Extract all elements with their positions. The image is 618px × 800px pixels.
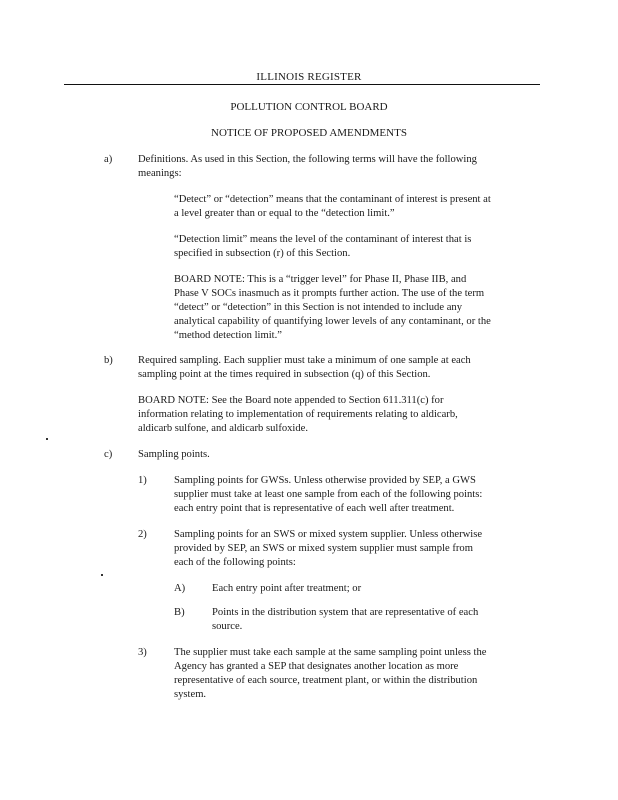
board-note-a-line-5: “method detection limit.” xyxy=(174,330,282,341)
item-1-marker: 1) xyxy=(138,475,147,486)
header-rule xyxy=(64,84,540,85)
item-2-line-2: provided by SEP, an SWS or mixed system supplier must sample from xyxy=(174,543,473,554)
board-note-b-line-2: information relating to implementation of requirements relating to aldicarb, xyxy=(138,409,458,420)
item-3-line-2: Agency has granted a SEP that designates another location as more xyxy=(174,661,459,672)
definition-limit-line-1: “Detection limit” means the level of the contaminant of interest that is xyxy=(174,234,472,245)
item-2b-marker: B) xyxy=(174,607,185,618)
section-a-line-2: meanings: xyxy=(138,168,182,179)
item-3-marker: 3) xyxy=(138,647,147,658)
definition-limit-line-2: specified in subsection (r) of this Section. xyxy=(174,248,351,259)
board-note-a-line-3: “detect” or “detection” in this Section is not intended to include any xyxy=(174,302,463,313)
board-note-b-line-1: BOARD NOTE: See the Board note appended to Section 611.311(c) for xyxy=(138,395,444,406)
item-1-line-3: each entry point that is representative of each well after treatment. xyxy=(174,503,455,514)
section-c-title: Sampling points. xyxy=(138,449,210,460)
section-c-marker: c) xyxy=(104,449,113,460)
scan-speck xyxy=(46,438,48,440)
item-2-line-3: each of the following points: xyxy=(174,557,296,568)
item-3-line-3: representative of each source, treatment plant, or within the distribution xyxy=(174,675,478,686)
scan-speck xyxy=(101,574,103,576)
item-1-line-1: Sampling points for GWSs. Unless otherwise provided by SEP, a GWS xyxy=(174,475,476,486)
item-2a-marker: A) xyxy=(174,583,186,594)
item-2a-line-1: Each entry point after treatment; or xyxy=(212,583,362,594)
section-a-marker: a) xyxy=(104,154,113,165)
section-b-line-1: Required sampling. Each supplier must take a minimum of one sample at each xyxy=(138,355,471,366)
definition-detect-line-2: a level greater than or equal to the “detection limit.” xyxy=(174,208,395,219)
definition-detect-line-1: “Detect” or “detection” means that the contaminant of interest is present at xyxy=(174,194,491,205)
item-3-line-4: system. xyxy=(174,689,207,700)
section-a-line-1: Definitions. As used in this Section, the following terms will have the following xyxy=(138,154,477,165)
item-2b-line-2: source. xyxy=(212,621,243,632)
item-2b-line-1: Points in the distribution system that are representative of each xyxy=(212,607,479,618)
item-2-line-1: Sampling points for an SWS or mixed system supplier. Unless otherwise xyxy=(174,529,483,540)
notice-title: NOTICE OF PROPOSED AMENDMENTS xyxy=(211,127,407,139)
register-title: ILLINOIS REGISTER xyxy=(256,71,362,83)
board-title: POLLUTION CONTROL BOARD xyxy=(230,101,388,113)
board-note-a-line-1: BOARD NOTE: This is a “trigger level” for Phase II, Phase IIB, and xyxy=(174,274,467,285)
section-b-line-2: sampling point at the times required in subsection (q) of this Section. xyxy=(138,369,431,380)
item-1-line-2: supplier must take at least one sample from each of the following points: xyxy=(174,489,483,500)
board-note-a-line-2: Phase V SOCs inasmuch as it prompts further action. The use of the term xyxy=(174,288,485,299)
section-b-marker: b) xyxy=(104,355,113,366)
board-note-a-line-4: analytical capability of quantifying lower levels of any contaminant, or the xyxy=(174,316,491,327)
item-2-marker: 2) xyxy=(138,529,147,540)
item-3-line-1: The supplier must take each sample at the same sampling point unless the xyxy=(174,647,487,658)
board-note-b-line-3: aldicarb sulfone, and aldicarb sulfoxide. xyxy=(138,423,309,434)
